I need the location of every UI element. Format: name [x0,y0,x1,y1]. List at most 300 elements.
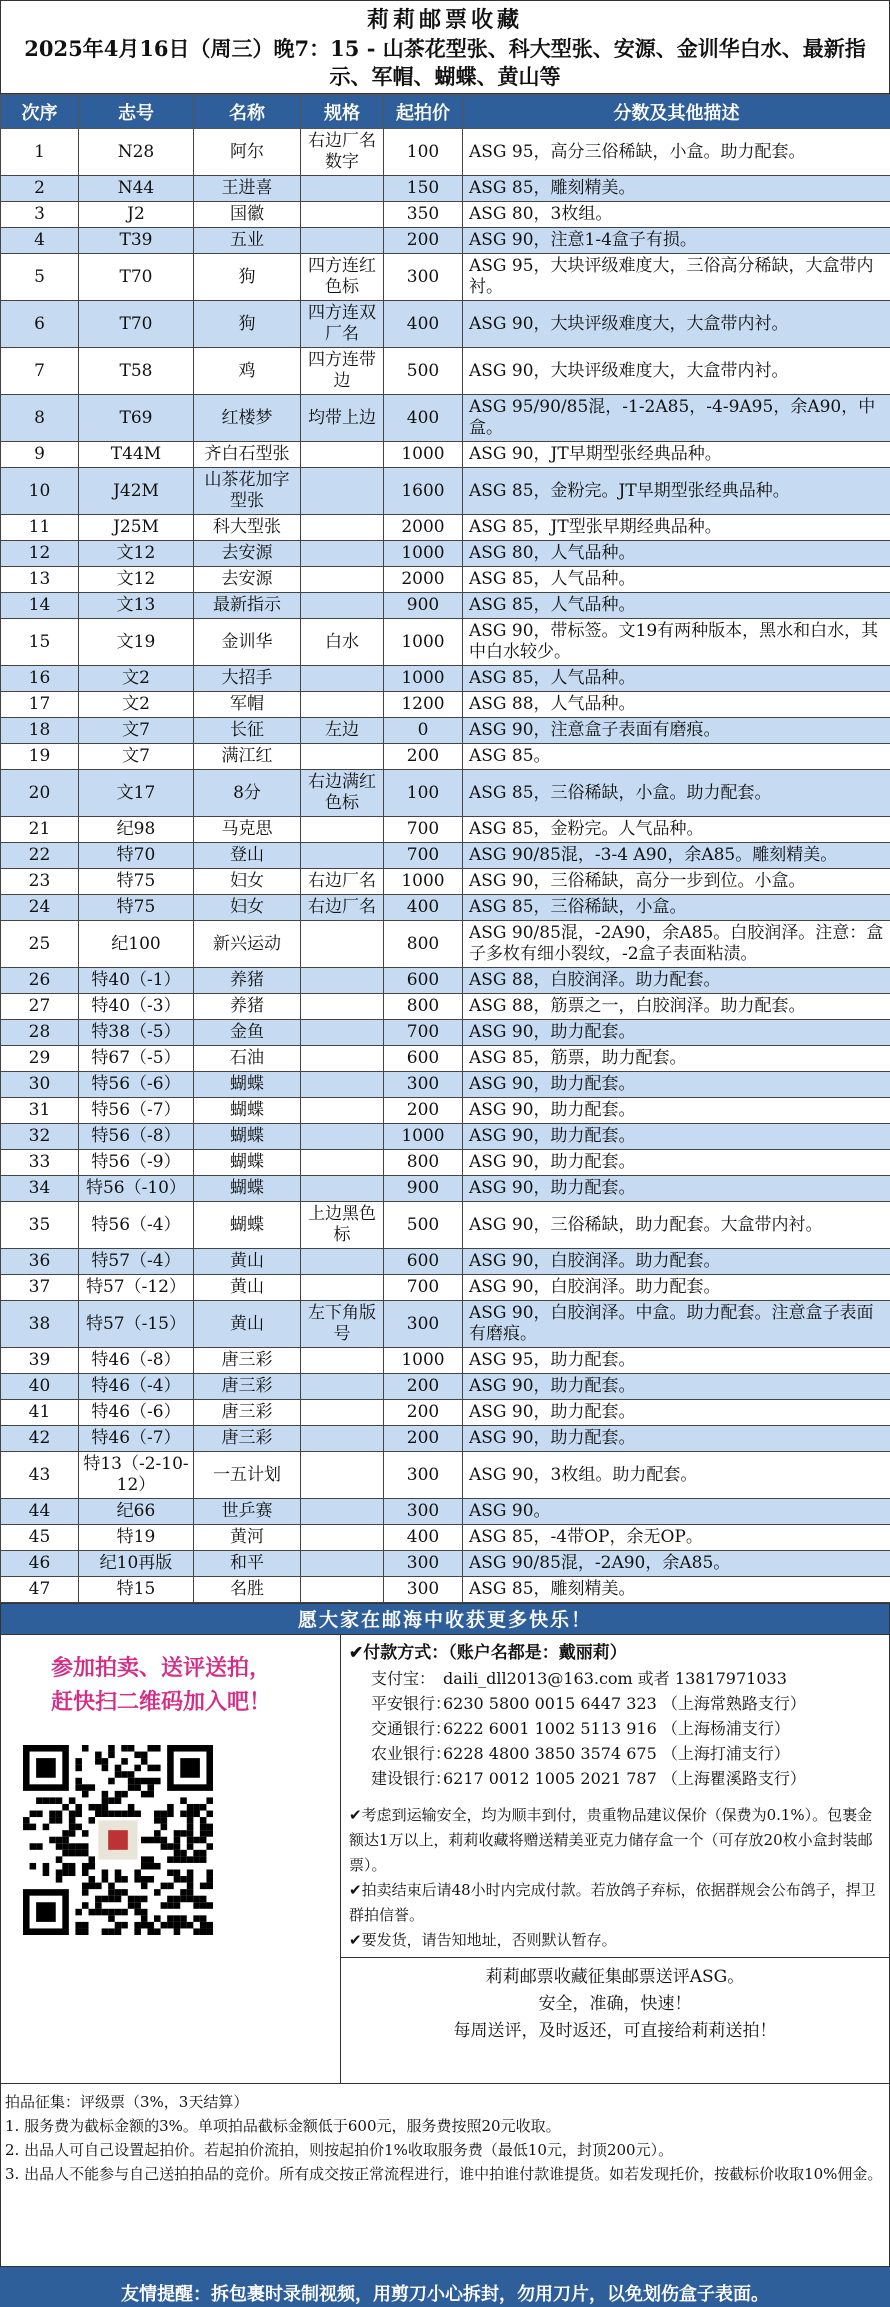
table-row [1,1400,890,1426]
cell-spec [301,442,384,468]
table-row [1,1098,890,1124]
cell-name: 齐白石型张 [194,442,301,468]
cell-start-price: 100 [384,129,463,176]
cell-start-price: 0 [384,718,463,744]
table-row [1,1426,890,1452]
wish-banner: 愿大家在邮海中收获更多快乐！ [0,1603,890,1635]
cell-start-price: 1000 [384,541,463,567]
cell-order: 25 [1,921,79,968]
table-row [1,666,890,692]
table-row [1,1551,890,1577]
cell-order: 10 [1,468,79,515]
cell-name: 黄山 [194,1275,301,1301]
table-row [1,1072,890,1098]
cell-name: 唐三彩 [194,1348,301,1374]
table-row [1,692,890,718]
cell-name: 新兴运动 [194,921,301,968]
cell-catalog-no: 文13 [79,593,194,619]
cell-order: 4 [1,228,79,254]
cell-order: 17 [1,692,79,718]
alipay-line [349,1666,881,1691]
cell-catalog-no: 特56（-4） [79,1202,194,1249]
page-header [0,0,890,94]
cell-name: 蝴蝶 [194,1124,301,1150]
cell-start-price: 2000 [384,515,463,541]
cell-description: ASG 85，人气品种。 [463,666,890,692]
cell-name: 世乒赛 [194,1499,301,1525]
cell-order: 41 [1,1400,79,1426]
cell-start-price: 500 [384,1202,463,1249]
qr-code[interactable] [23,1745,213,1935]
rule-item: 3. 出品人不能参与自己送拍拍品的竞价。所有成交按正常流程进行，谁中拍谁付款谁提货。如若发现托价，按截标价收取10%佣金。 [5,2165,883,2183]
cell-catalog-no: T69 [79,395,194,442]
cell-description: ASG 80，人气品种。 [463,541,890,567]
cell-catalog-no: 文2 [79,692,194,718]
table-row [1,515,890,541]
cell-description: ASG 85，三俗稀缺，小盒。助力配套。 [463,770,890,817]
cell-order: 32 [1,1124,79,1150]
table-row [1,442,890,468]
table-row [1,921,890,968]
cell-order: 13 [1,567,79,593]
cell-name: 去安源 [194,567,301,593]
cell-order: 16 [1,666,79,692]
cell-spec [301,1046,384,1072]
bank-line [349,1766,881,1791]
bank-value: 6217 0012 1005 2021 787 （上海瞿溪路支行） [443,1769,806,1788]
cell-description: ASG 90，3枚组。助力配套。 [463,1452,890,1499]
cell-order: 34 [1,1176,79,1202]
bank-line [349,1691,881,1716]
bank-line [349,1716,881,1741]
table-row [1,843,890,869]
submission-line-2: 安全，准确，快速！ [538,1994,692,2014]
cell-description: ASG 90，白胶润泽。助力配套。 [463,1275,890,1301]
cell-catalog-no: 特46（-8） [79,1348,194,1374]
cell-start-price: 100 [384,770,463,817]
table-row [1,619,890,666]
cell-order: 15 [1,619,79,666]
table-row [1,468,890,515]
cell-order: 8 [1,395,79,442]
payment-title: ✔付款方式：（账户名都是：戴丽莉） [349,1643,627,1663]
submission-line-3: 每周送评，及时返还，可直接给莉莉送拍！ [453,2021,777,2041]
cell-start-price: 2000 [384,567,463,593]
cell-spec: 右边厂名 [301,869,384,895]
cell-name: 最新指示 [194,593,301,619]
cell-description: ASG 90，白胶润泽。助力配套。 [463,1249,890,1275]
cell-order: 26 [1,968,79,994]
table-row [1,1020,890,1046]
cell-spec: 右边厂名 [301,895,384,921]
cell-start-price: 1000 [384,1348,463,1374]
cell-catalog-no: 特46（-6） [79,1400,194,1426]
cell-description: ASG 90，助力配套。 [463,1176,890,1202]
cell-description: ASG 95，助力配套。 [463,1348,890,1374]
table-row [1,1499,890,1525]
cell-catalog-no: 文19 [79,619,194,666]
table-row [1,1374,890,1400]
cell-description: ASG 88，筋票之一，白胶润泽。助力配套。 [463,994,890,1020]
submission-box [341,1957,889,2045]
cell-spec [301,593,384,619]
cell-spec [301,692,384,718]
table-row [1,301,890,348]
cell-order: 9 [1,442,79,468]
cell-catalog-no: 特40（-3） [79,994,194,1020]
cell-description: ASG 90，三俗稀缺，助力配套。大盒带内衬。 [463,1202,890,1249]
cell-spec [301,1176,384,1202]
rules-title: 拍品征集：评级票（3%，3天结算） [5,2093,249,2111]
cell-start-price: 200 [384,1098,463,1124]
cell-catalog-no: 特56（-9） [79,1150,194,1176]
cell-name: 蝴蝶 [194,1098,301,1124]
cell-order: 30 [1,1072,79,1098]
cell-spec [301,744,384,770]
bank-label: 农业银行： [371,1744,452,1763]
cell-description: ASG 90。 [463,1499,890,1525]
table-row [1,1577,890,1603]
cell-start-price: 1000 [384,666,463,692]
cell-spec [301,666,384,692]
cell-name: 黄河 [194,1525,301,1551]
cell-order: 46 [1,1551,79,1577]
cell-description: ASG 90，白胶润泽。中盒。助力配套。注意盒子表面有磨痕。 [463,1301,890,1348]
cell-name: 妇女 [194,895,301,921]
cell-description: ASG 85，人气品种。 [463,567,890,593]
cell-name: 养猪 [194,968,301,994]
cell-spec [301,228,384,254]
cell-order: 21 [1,817,79,843]
table-row [1,1124,890,1150]
table-row [1,744,890,770]
cell-start-price: 300 [384,1072,463,1098]
shipping-notes [341,1797,889,1957]
cell-spec [301,1525,384,1551]
cell-start-price: 700 [384,843,463,869]
cell-description: ASG 90，助力配套。 [463,1400,890,1426]
col-header-catalog: 志号 [79,95,194,129]
table-row [1,202,890,228]
cell-order: 22 [1,843,79,869]
cell-spec [301,1072,384,1098]
cell-spec [301,994,384,1020]
cell-start-price: 1200 [384,692,463,718]
cell-description: ASG 80，3枚组。 [463,202,890,228]
bank-line [349,1741,881,1766]
cell-spec [301,1348,384,1374]
cell-spec [301,968,384,994]
table-row [1,1176,890,1202]
cell-name: 蝴蝶 [194,1072,301,1098]
cell-description: ASG 90/85混，-2A90，余A85。白胶润泽。注意：盒子多枚有细小裂纹，-2盒子表面粘渍。 [463,921,890,968]
cell-catalog-no: 文2 [79,666,194,692]
table-row [1,1301,890,1348]
cell-catalog-no: 特56（-7） [79,1098,194,1124]
cell-spec [301,176,384,202]
cell-name: 和平 [194,1551,301,1577]
cell-name: 蝴蝶 [194,1150,301,1176]
payment-panel [341,1635,889,2083]
cell-start-price: 300 [384,1577,463,1603]
cell-catalog-no: 特70 [79,843,194,869]
note-payment-deadline: ✔拍卖结束后请48小时内完成付款。若放鸽子弃标，依据群规会公布鸽子，捍卫群拍信誉。 [349,1881,876,1924]
cell-spec [301,515,384,541]
cell-start-price: 300 [384,1551,463,1577]
cell-description: ASG 90，助力配套。 [463,1124,890,1150]
cell-start-price: 400 [384,895,463,921]
cell-catalog-no: 特40（-1） [79,968,194,994]
cell-description: ASG 90，带标签。文19有两种版本，黑水和白水，其中白水较少。 [463,619,890,666]
cell-start-price: 700 [384,1020,463,1046]
cell-catalog-no: 特67（-5） [79,1046,194,1072]
cell-name: 名胜 [194,1577,301,1603]
cell-order: 45 [1,1525,79,1551]
table-row [1,541,890,567]
cell-name: 长征 [194,718,301,744]
cell-catalog-no: 特57（-4） [79,1249,194,1275]
cell-spec [301,1551,384,1577]
cell-name: 科大型张 [194,515,301,541]
cell-description: ASG 90，助力配套。 [463,1426,890,1452]
cell-catalog-no: T39 [79,228,194,254]
cell-name: 阿尔 [194,129,301,176]
cell-name: 五业 [194,228,301,254]
cell-order: 35 [1,1202,79,1249]
cell-description: ASG 90，三俗稀缺，高分一步到位。小盒。 [463,869,890,895]
cell-description: ASG 95，高分三俗稀缺，小盒。助力配套。 [463,129,890,176]
table-row [1,1249,890,1275]
cell-description: ASG 90，大块评级难度大，大盒带内衬。 [463,348,890,395]
cell-spec [301,1400,384,1426]
cell-catalog-no: 文12 [79,567,194,593]
cell-order: 40 [1,1374,79,1400]
join-panel [1,1635,341,2083]
footer-reminder: 友情提醒：拆包裹时录制视频，用剪刀小心拆封，勿用刀片，以免划伤盒子表面。 [0,2267,890,2307]
cell-description: ASG 85，人气品种。 [463,593,890,619]
cell-spec [301,1374,384,1400]
cell-description: ASG 95，大块评级难度大，三俗高分稀缺，大盒带内衬。 [463,254,890,301]
cell-spec [301,1499,384,1525]
cell-description: ASG 85，-4带OP，余无OP。 [463,1525,890,1551]
cell-spec: 左下角版号 [301,1301,384,1348]
auction-table [0,94,890,1603]
cell-catalog-no: T58 [79,348,194,395]
table-row [1,968,890,994]
table-row [1,1348,890,1374]
table-row [1,817,890,843]
slogan-line-1: 参加拍卖、送评送拍， [51,1655,272,1681]
cell-description: ASG 95/90/85混，-1-2A85，-4-9A95，余A90，中盒。 [463,395,890,442]
note-delivery: ✔要发货，请告知地址，否则默认暂存。 [349,1931,617,1949]
cell-name: 石油 [194,1046,301,1072]
cell-name: 满江红 [194,744,301,770]
cell-catalog-no: 特57（-12） [79,1275,194,1301]
cell-catalog-no: 文7 [79,744,194,770]
cell-name: 唐三彩 [194,1374,301,1400]
bank-value: 6230 5800 0015 6447 323 （上海常熟路支行） [443,1694,806,1713]
cell-order: 47 [1,1577,79,1603]
cell-order: 29 [1,1046,79,1072]
cell-spec: 上边黑色标 [301,1202,384,1249]
cell-name: 妇女 [194,869,301,895]
cell-order: 31 [1,1098,79,1124]
auction-subtitle: 2025年4月16日（周三）晚7：15 - 山茶花型张、科大型张、安源、金训华白水、最新指示、军帽、蝴蝶、黄山等 [24,36,866,89]
cell-order: 33 [1,1150,79,1176]
table-row [1,1150,890,1176]
cell-order: 12 [1,541,79,567]
cell-description: ASG 85。 [463,744,890,770]
cell-start-price: 700 [384,817,463,843]
cell-catalog-no: 特13（-2-10-12） [79,1452,194,1499]
rule-item: 1. 服务费为截标金额的3%。单项拍品截标金额低于600元，服务费按照20元收取。 [5,2117,561,2135]
cell-start-price: 400 [384,301,463,348]
cell-spec [301,1275,384,1301]
cell-spec [301,1577,384,1603]
cell-order: 23 [1,869,79,895]
cell-name: 军帽 [194,692,301,718]
table-row [1,1202,890,1249]
cell-order: 37 [1,1275,79,1301]
cell-start-price: 600 [384,1249,463,1275]
cell-start-price: 800 [384,994,463,1020]
cell-name: 金鱼 [194,1020,301,1046]
cell-catalog-no: 特56（-6） [79,1072,194,1098]
cell-order: 5 [1,254,79,301]
table-row [1,176,890,202]
cell-description: ASG 90/85混，-2A90，余A85。 [463,1551,890,1577]
cell-start-price: 800 [384,921,463,968]
col-header-name: 名称 [194,95,301,129]
cell-name: 大招手 [194,666,301,692]
cell-start-price: 300 [384,254,463,301]
cell-name: 马克思 [194,817,301,843]
cell-name: 国徽 [194,202,301,228]
bank-label: 交通银行： [371,1719,452,1738]
cell-spec [301,921,384,968]
cell-catalog-no: 特15 [79,1577,194,1603]
cell-catalog-no: 纪98 [79,817,194,843]
col-header-start-price: 起拍价 [384,95,463,129]
table-row [1,129,890,176]
col-header-order: 次序 [1,95,79,129]
cell-name: 登山 [194,843,301,869]
cell-description: ASG 90，助力配套。 [463,1020,890,1046]
submission-line-1: 莉莉邮票收藏征集邮票送评ASG。 [485,1967,745,1987]
cell-order: 27 [1,994,79,1020]
table-row [1,994,890,1020]
cell-name: 黄山 [194,1301,301,1348]
cell-description: ASG 90，助力配套。 [463,1098,890,1124]
cell-catalog-no: 特46（-4） [79,1374,194,1400]
cell-start-price: 600 [384,1046,463,1072]
cell-description: ASG 88，人气品种。 [463,692,890,718]
cell-order: 11 [1,515,79,541]
cell-start-price: 200 [384,744,463,770]
cell-catalog-no: 纪66 [79,1499,194,1525]
cell-start-price: 900 [384,593,463,619]
cell-start-price: 150 [384,176,463,202]
cell-catalog-no: 特38（-5） [79,1020,194,1046]
cell-description: ASG 90，注意1-4盒子有损。 [463,228,890,254]
cell-start-price: 800 [384,1150,463,1176]
cell-spec: 右边满红色标 [301,770,384,817]
cell-description: ASG 90/85混，-3-4 A90，余A85。雕刻精美。 [463,843,890,869]
cell-catalog-no: J42M [79,468,194,515]
cell-start-price: 900 [384,1176,463,1202]
cell-spec [301,1098,384,1124]
cell-description: ASG 90，助力配套。 [463,1150,890,1176]
cell-start-price: 1000 [384,1124,463,1150]
cell-name: 王进喜 [194,176,301,202]
table-row [1,1046,890,1072]
cell-catalog-no: 特75 [79,869,194,895]
cell-order: 19 [1,744,79,770]
cell-catalog-no: 文12 [79,541,194,567]
cell-start-price: 600 [384,968,463,994]
cell-start-price: 400 [384,1525,463,1551]
cell-start-price: 200 [384,1426,463,1452]
cell-start-price: 300 [384,1499,463,1525]
cell-description: ASG 85，雕刻精美。 [463,176,890,202]
cell-order: 39 [1,1348,79,1374]
cell-start-price: 200 [384,1374,463,1400]
cell-catalog-no: J25M [79,515,194,541]
cell-start-price: 1000 [384,869,463,895]
table-body [1,129,890,1603]
cell-spec: 四方连带边 [301,348,384,395]
table-row [1,1452,890,1499]
bank-label: 平安银行： [371,1694,452,1713]
cell-name: 红楼梦 [194,395,301,442]
cell-catalog-no: T70 [79,301,194,348]
cell-catalog-no: 纪100 [79,921,194,968]
note-shipping: ✔考虑到运输安全，均为顺丰到付，贵重物品建议保价（保费为0.1%）。包裹金额达1万以上，莉莉收藏将赠送精美亚克力储存盒一个（可存放20枚小盒封装邮票）。 [349,1806,873,1874]
table-row [1,395,890,442]
cell-description: ASG 90，助力配套。 [463,1072,890,1098]
shop-name: 莉莉邮票收藏 [366,7,523,33]
cell-spec [301,468,384,515]
cell-description: ASG 90，JT早期型张经典品种。 [463,442,890,468]
cell-description: ASG 85，金粉完。JT早期型张经典品种。 [463,468,890,515]
cell-name: 狗 [194,301,301,348]
cell-catalog-no: 特75 [79,895,194,921]
cell-start-price: 1000 [384,619,463,666]
cell-start-price: 200 [384,1400,463,1426]
cell-catalog-no: 特57（-15） [79,1301,194,1348]
cell-name: 鸡 [194,348,301,395]
cell-description: ASG 90，大块评级难度大，大盒带内衬。 [463,301,890,348]
bank-label: 建设银行： [371,1769,452,1788]
cell-name: 蝴蝶 [194,1202,301,1249]
cell-start-price: 300 [384,1301,463,1348]
cell-spec [301,1426,384,1452]
cell-catalog-no: T44M [79,442,194,468]
cell-order: 1 [1,129,79,176]
cell-name: 一五计划 [194,1452,301,1499]
cell-name: 唐三彩 [194,1426,301,1452]
cell-name: 8分 [194,770,301,817]
table-row [1,895,890,921]
cell-spec [301,1150,384,1176]
cell-description: ASG 88，白胶润泽。助力配套。 [463,968,890,994]
cell-start-price: 1600 [384,468,463,515]
cell-catalog-no: 文7 [79,718,194,744]
cell-spec: 均带上边 [301,395,384,442]
alipay-label: 支付宝： [371,1669,436,1688]
cell-spec [301,541,384,567]
cell-order: 42 [1,1426,79,1452]
